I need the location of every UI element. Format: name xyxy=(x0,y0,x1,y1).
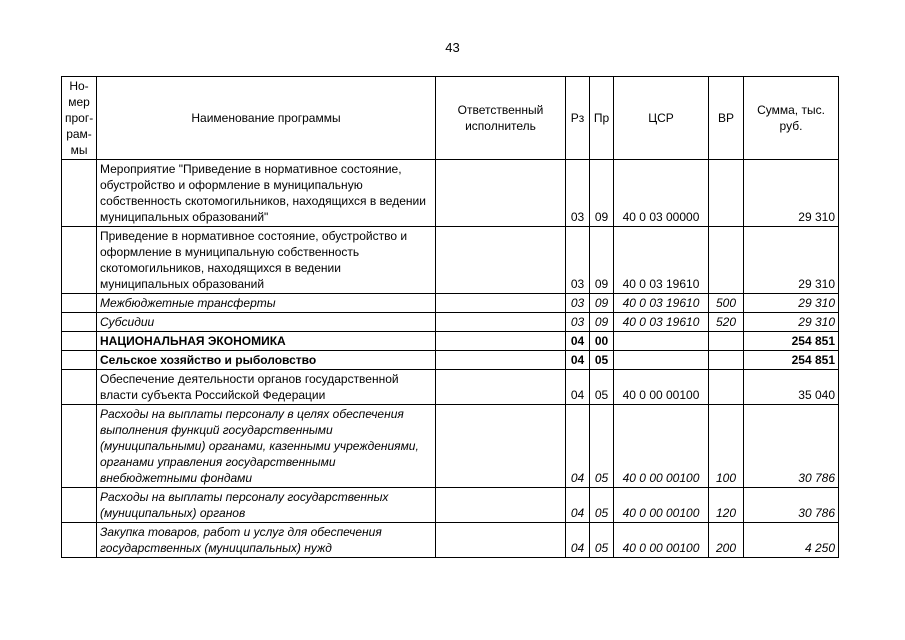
header-pr: Пр xyxy=(590,77,614,160)
pr-cell: 05 xyxy=(590,405,614,488)
pr-cell: 05 xyxy=(590,488,614,523)
rz-cell: 04 xyxy=(566,351,590,370)
pr-cell: 05 xyxy=(590,351,614,370)
executor-cell xyxy=(436,351,566,370)
table-row xyxy=(62,294,839,313)
csr-cell: 40 0 03 19610 xyxy=(614,313,709,332)
num-cell xyxy=(62,488,97,523)
header-num xyxy=(62,77,97,160)
vr-cell: 200 xyxy=(709,523,744,558)
vr-cell xyxy=(709,351,744,370)
csr-cell xyxy=(614,351,709,370)
pr-cell: 09 xyxy=(590,313,614,332)
pr-cell: 05 xyxy=(590,523,614,558)
csr-cell: 40 0 00 00100 xyxy=(614,488,709,523)
header-sum: Сумма, тыс. руб. xyxy=(744,77,839,160)
header-row xyxy=(62,77,839,160)
executor-cell xyxy=(436,370,566,405)
rz-cell: 04 xyxy=(566,332,590,351)
executor-cell xyxy=(436,523,566,558)
sum-cell: 29 310 xyxy=(744,294,839,313)
vr-cell xyxy=(709,160,744,227)
header-num-label: Но-мер прог-рам-мы xyxy=(65,79,94,157)
name-cell: Расходы на выплаты персоналу в целях обеспечения выполнения функций государственными (муниципальными) органами, казенными учреждениями, органами управления государственными внебюджетными фондами xyxy=(97,405,436,488)
vr-cell xyxy=(709,370,744,405)
executor-cell xyxy=(436,294,566,313)
rz-cell: 04 xyxy=(566,370,590,405)
num-cell xyxy=(62,313,97,332)
executor-cell xyxy=(436,227,566,294)
pr-cell: 05 xyxy=(590,370,614,405)
pr-cell: 00 xyxy=(590,332,614,351)
rz-cell: 03 xyxy=(566,294,590,313)
executor-cell xyxy=(436,488,566,523)
vr-cell: 520 xyxy=(709,313,744,332)
sum-cell: 29 310 xyxy=(744,227,839,294)
vr-cell: 500 xyxy=(709,294,744,313)
table-row xyxy=(62,227,839,294)
executor-cell xyxy=(436,160,566,227)
header-executor: Ответственный исполнитель xyxy=(436,77,566,160)
vr-cell xyxy=(709,227,744,294)
csr-cell: 40 0 00 00100 xyxy=(614,523,709,558)
num-cell xyxy=(62,523,97,558)
name-cell: Закупка товаров, работ и услуг для обеспечения государственных (муниципальных) нужд xyxy=(97,523,436,558)
rz-cell: 04 xyxy=(566,488,590,523)
num-cell xyxy=(62,405,97,488)
budget-table xyxy=(61,76,839,558)
header-name: Наименование программы xyxy=(97,77,436,160)
csr-cell: 40 0 03 19610 xyxy=(614,294,709,313)
table-row xyxy=(62,313,839,332)
csr-cell: 40 0 00 00100 xyxy=(614,405,709,488)
num-cell xyxy=(62,160,97,227)
pr-cell: 09 xyxy=(590,160,614,227)
header-rz: Рз xyxy=(566,77,590,160)
num-cell xyxy=(62,370,97,405)
num-cell xyxy=(62,351,97,370)
executor-cell xyxy=(436,405,566,488)
name-cell: Субсидии xyxy=(97,313,436,332)
header-csr: ЦСР xyxy=(614,77,709,160)
sum-cell: 29 310 xyxy=(744,313,839,332)
sum-cell: 35 040 xyxy=(744,370,839,405)
rz-cell: 03 xyxy=(566,160,590,227)
table-row xyxy=(62,523,839,558)
sum-cell: 254 851 xyxy=(744,332,839,351)
num-cell xyxy=(62,332,97,351)
pr-cell: 09 xyxy=(590,227,614,294)
name-cell: Сельское хозяйство и рыболовство xyxy=(97,351,436,370)
rz-cell: 04 xyxy=(566,523,590,558)
table-row xyxy=(62,332,839,351)
vr-cell xyxy=(709,332,744,351)
name-cell: Межбюджетные трансферты xyxy=(97,294,436,313)
sum-cell: 30 786 xyxy=(744,405,839,488)
table-row xyxy=(62,370,839,405)
csr-cell xyxy=(614,332,709,351)
table-row xyxy=(62,160,839,227)
executor-cell xyxy=(436,313,566,332)
sum-cell: 254 851 xyxy=(744,351,839,370)
num-cell xyxy=(62,294,97,313)
pr-cell: 09 xyxy=(590,294,614,313)
vr-cell: 100 xyxy=(709,405,744,488)
name-cell: Обеспечение деятельности органов государственной власти субъекта Российской Федерации xyxy=(97,370,436,405)
table-row xyxy=(62,405,839,488)
rz-cell: 04 xyxy=(566,405,590,488)
rz-cell: 03 xyxy=(566,227,590,294)
sum-cell: 4 250 xyxy=(744,523,839,558)
name-cell: Мероприятие "Приведение в нормативное состояние, обустройство и оформление в муниципальную собственность скотомогильников, находящихся в ведении муниципальных образований" xyxy=(97,160,436,227)
table-row xyxy=(62,351,839,370)
name-cell: Приведение в нормативное состояние, обустройство и оформление в муниципальную собственность скотомогильников, находящихся в ведении муниципальных образований xyxy=(97,227,436,294)
table-row xyxy=(62,488,839,523)
rz-cell: 03 xyxy=(566,313,590,332)
csr-cell: 40 0 00 00100 xyxy=(614,370,709,405)
page-number: 43 xyxy=(445,40,460,55)
executor-cell xyxy=(436,332,566,351)
sum-cell: 29 310 xyxy=(744,160,839,227)
sum-cell: 30 786 xyxy=(744,488,839,523)
csr-cell: 40 0 03 19610 xyxy=(614,227,709,294)
vr-cell: 120 xyxy=(709,488,744,523)
num-cell xyxy=(62,227,97,294)
header-vr: ВР xyxy=(709,77,744,160)
csr-cell: 40 0 03 00000 xyxy=(614,160,709,227)
name-cell: НАЦИОНАЛЬНАЯ ЭКОНОМИКА xyxy=(97,332,436,351)
name-cell: Расходы на выплаты персоналу государственных (муниципальных) органов xyxy=(97,488,436,523)
